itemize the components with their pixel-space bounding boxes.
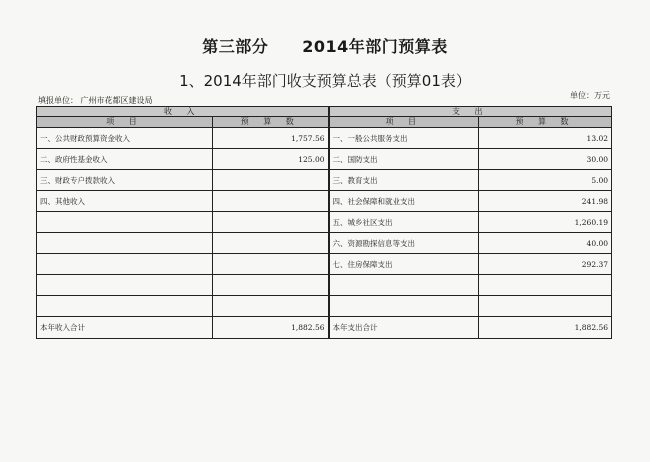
expense-item: 二、国防支出 — [329, 149, 479, 170]
expense-item: 七、住房保障支出 — [329, 254, 479, 275]
income-item — [37, 275, 213, 296]
income-item: 三、财政专户拨款收入 — [37, 170, 213, 191]
expense-amount-header: 预 算 数 — [479, 117, 612, 128]
group-header-row — [37, 107, 612, 117]
expense-item: 六、资源勘探信息等支出 — [329, 233, 479, 254]
table-row — [37, 254, 612, 275]
income-group-header: 收 入 — [37, 107, 329, 117]
income-item: 二、政府性基金收入 — [37, 149, 213, 170]
table-row — [37, 170, 612, 191]
expense-item: 一、一般公共服务支出 — [329, 128, 479, 149]
expense-amount — [479, 275, 612, 296]
expense-amount: 241.98 — [479, 191, 612, 212]
income-total-label: 本年收入合计 — [37, 317, 213, 339]
part-label: 第三部分 — [202, 37, 269, 56]
table-row — [37, 275, 612, 296]
expense-amount: 5.00 — [479, 170, 612, 191]
income-item-header: 项 目 — [37, 117, 213, 128]
income-amount: 125.00 — [213, 149, 329, 170]
income-amount — [213, 212, 329, 233]
income-amount — [213, 233, 329, 254]
income-item — [37, 254, 213, 275]
expense-item — [329, 296, 479, 317]
expense-amount: 30.00 — [479, 149, 612, 170]
table-title: 1、2014年部门收支预算总表（预算01表） — [179, 72, 471, 90]
expense-item — [329, 275, 479, 296]
expense-total-label: 本年支出合计 — [329, 317, 479, 339]
expense-amount: 13.02 — [479, 128, 612, 149]
page-title — [0, 34, 650, 57]
budget-table — [36, 106, 612, 339]
column-header-row — [37, 117, 612, 128]
reporting-unit: 填报单位： 广州市花都区建设局 — [38, 96, 153, 105]
income-amount — [213, 170, 329, 191]
income-amount — [213, 296, 329, 317]
table-row — [37, 128, 612, 149]
income-item: 四、其他收入 — [37, 191, 213, 212]
expense-total-amount: 1,882.56 — [479, 317, 612, 339]
income-item: 一、公共财政预算资金收入 — [37, 128, 213, 149]
currency-unit: 单位：万元 — [570, 91, 610, 100]
part-name: 2014年部门预算表 — [302, 37, 448, 56]
table-row — [37, 191, 612, 212]
expense-amount: 1,260.19 — [479, 212, 612, 233]
income-amount: 1,757.56 — [213, 128, 329, 149]
expense-amount: 40.00 — [479, 233, 612, 254]
expense-item: 四、社会保障和就业支出 — [329, 191, 479, 212]
budget-table-body — [37, 107, 612, 339]
income-item — [37, 233, 213, 254]
income-item — [37, 212, 213, 233]
income-total-amount: 1,882.56 — [213, 317, 329, 339]
total-row — [37, 317, 612, 339]
table-row — [37, 233, 612, 254]
income-amount — [213, 191, 329, 212]
table-row — [37, 296, 612, 317]
expense-amount: 292.37 — [479, 254, 612, 275]
expense-item: 五、城乡社区支出 — [329, 212, 479, 233]
income-amount-header: 预 算 数 — [213, 117, 329, 128]
table-row — [37, 212, 612, 233]
income-amount — [213, 254, 329, 275]
expense-item-header: 项 目 — [329, 117, 479, 128]
expense-group-header: 支 出 — [329, 107, 612, 117]
income-amount — [213, 275, 329, 296]
income-item — [37, 296, 213, 317]
expense-item: 三、教育支出 — [329, 170, 479, 191]
expense-amount — [479, 296, 612, 317]
table-row — [37, 149, 612, 170]
